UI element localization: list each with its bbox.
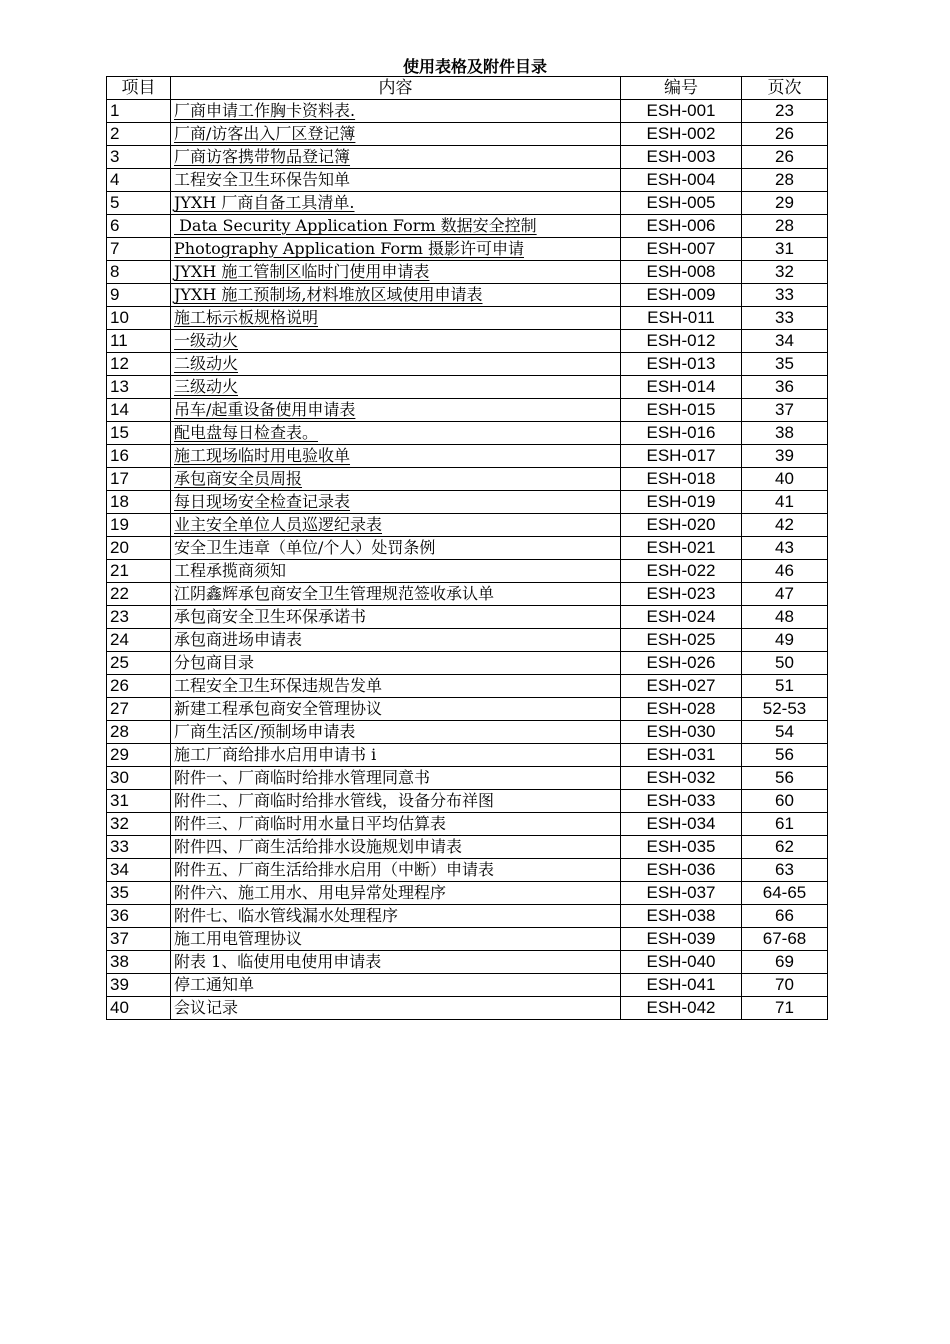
content-cell — [171, 698, 621, 721]
form-code: ESH-007 — [621, 238, 742, 261]
row-number: 10 — [107, 307, 171, 330]
content-cell — [171, 215, 621, 238]
form-title: 新建工程承包商安全管理协议 — [174, 699, 383, 718]
form-link[interactable]: 每日现场安全检查记录表 — [174, 492, 351, 511]
page-number: 43 — [742, 537, 828, 560]
form-title: 附件六、施工用水、用电异常处理程序 — [174, 883, 447, 902]
header-page: 页次 — [742, 77, 828, 100]
header-content: 内容 — [171, 77, 621, 100]
row-number: 37 — [107, 928, 171, 951]
content-cell — [171, 836, 621, 859]
content-cell — [171, 399, 621, 422]
header-row — [107, 77, 828, 100]
page-number: 66 — [742, 905, 828, 928]
content-cell — [171, 652, 621, 675]
page-number: 49 — [742, 629, 828, 652]
row-number: 1 — [107, 100, 171, 123]
form-link[interactable]: 厂商访客携带物品登记簿 — [174, 147, 351, 166]
content-cell — [171, 583, 621, 606]
page-number: 70 — [742, 974, 828, 997]
form-code: ESH-006 — [621, 215, 742, 238]
row-number: 26 — [107, 675, 171, 698]
form-title: 江阴鑫辉承包商安全卫生管理规范签收承认单 — [174, 584, 495, 603]
form-code: ESH-042 — [621, 997, 742, 1020]
form-title: 附件一、厂商临时给排水管理同意书 — [174, 768, 431, 787]
content-cell — [171, 376, 621, 399]
row-number: 11 — [107, 330, 171, 353]
form-code: ESH-023 — [621, 583, 742, 606]
content-cell — [171, 468, 621, 491]
form-title: 安全卫生违章（单位/个人）处罚条例 — [174, 538, 436, 557]
form-code: ESH-016 — [621, 422, 742, 445]
table-row — [107, 813, 828, 836]
table-row — [107, 215, 828, 238]
page-number: 64-65 — [742, 882, 828, 905]
page-title: 使用表格及附件目录 — [402, 57, 547, 76]
row-number: 35 — [107, 882, 171, 905]
form-code: ESH-003 — [621, 146, 742, 169]
table-row — [107, 123, 828, 146]
row-number: 9 — [107, 284, 171, 307]
table-row — [107, 445, 828, 468]
form-link[interactable]: JYXH 施工预制场,材料堆放区域使用申请表 — [174, 285, 483, 304]
table-row — [107, 859, 828, 882]
row-number: 25 — [107, 652, 171, 675]
table-row — [107, 537, 828, 560]
table-row — [107, 560, 828, 583]
form-code: ESH-033 — [621, 790, 742, 813]
row-number: 19 — [107, 514, 171, 537]
row-number: 39 — [107, 974, 171, 997]
row-number: 14 — [107, 399, 171, 422]
content-cell — [171, 169, 621, 192]
content-cell — [171, 192, 621, 215]
row-number: 36 — [107, 905, 171, 928]
row-number: 40 — [107, 997, 171, 1020]
content-cell — [171, 606, 621, 629]
page-number: 33 — [742, 307, 828, 330]
form-title: 工程安全卫生环保告知单 — [174, 170, 351, 189]
page-number: 61 — [742, 813, 828, 836]
row-number: 4 — [107, 169, 171, 192]
form-title: 施工用电管理协议 — [174, 929, 303, 948]
row-number: 3 — [107, 146, 171, 169]
content-cell — [171, 422, 621, 445]
row-number: 33 — [107, 836, 171, 859]
content-cell — [171, 767, 621, 790]
form-link[interactable]: 业主安全单位人员巡逻纪录表 — [174, 515, 383, 534]
form-code: ESH-027 — [621, 675, 742, 698]
row-number: 5 — [107, 192, 171, 215]
form-title: 会议记录 — [174, 998, 239, 1017]
page-number: 23 — [742, 100, 828, 123]
table-row — [107, 146, 828, 169]
page-number: 32 — [742, 261, 828, 284]
form-code: ESH-012 — [621, 330, 742, 353]
table-row — [107, 951, 828, 974]
row-number: 22 — [107, 583, 171, 606]
page-number: 37 — [742, 399, 828, 422]
toc-table — [106, 76, 828, 1020]
form-code: ESH-021 — [621, 537, 742, 560]
page-number: 63 — [742, 859, 828, 882]
table-row — [107, 583, 828, 606]
form-code: ESH-032 — [621, 767, 742, 790]
form-title: 附件三、厂商临时用水量日平均估算表 — [174, 814, 447, 833]
row-number: 34 — [107, 859, 171, 882]
form-code: ESH-013 — [621, 353, 742, 376]
form-code: ESH-028 — [621, 698, 742, 721]
table-row — [107, 514, 828, 537]
row-number: 13 — [107, 376, 171, 399]
page-number: 42 — [742, 514, 828, 537]
table-row — [107, 698, 828, 721]
form-code: ESH-030 — [621, 721, 742, 744]
row-number: 8 — [107, 261, 171, 284]
content-cell — [171, 997, 621, 1020]
page-number: 48 — [742, 606, 828, 629]
form-code: ESH-008 — [621, 261, 742, 284]
row-number: 23 — [107, 606, 171, 629]
table-row — [107, 882, 828, 905]
form-link[interactable]: 配电盘每日检查表。 — [174, 423, 319, 442]
page-number: 26 — [742, 146, 828, 169]
table-row — [107, 675, 828, 698]
form-title: 厂商生活区/预制场申请表 — [174, 722, 356, 741]
table-row — [107, 905, 828, 928]
row-number: 38 — [107, 951, 171, 974]
form-title: 施工厂商给排水启用申请书 i — [174, 745, 377, 764]
row-number: 12 — [107, 353, 171, 376]
toc-body — [107, 100, 828, 1020]
header-item: 项目 — [107, 77, 171, 100]
form-title: 工程安全卫生环保违规告发单 — [174, 676, 383, 695]
page-number: 28 — [742, 169, 828, 192]
form-code: ESH-034 — [621, 813, 742, 836]
page-number: 60 — [742, 790, 828, 813]
table-row — [107, 721, 828, 744]
row-number: 2 — [107, 123, 171, 146]
row-number: 24 — [107, 629, 171, 652]
table-row — [107, 468, 828, 491]
table-row — [107, 307, 828, 330]
content-cell — [171, 330, 621, 353]
form-code: ESH-037 — [621, 882, 742, 905]
row-number: 18 — [107, 491, 171, 514]
content-cell — [171, 974, 621, 997]
table-row — [107, 284, 828, 307]
form-link[interactable]: JYXH 施工管制区临时门使用申请表 — [174, 262, 430, 281]
form-link[interactable]: Photography Application Form 摄影许可申请 — [174, 239, 524, 258]
form-link[interactable]: 承包商安全员周报 — [174, 469, 303, 488]
content-cell — [171, 537, 621, 560]
content-cell — [171, 744, 621, 767]
content-cell — [171, 238, 621, 261]
form-link[interactable]: 施工现场临时用电验收单 — [174, 446, 351, 465]
table-row — [107, 100, 828, 123]
header-code: 编号 — [621, 77, 742, 100]
form-title: 附表 1、临使用电使用申请表 — [174, 952, 382, 971]
form-code: ESH-039 — [621, 928, 742, 951]
table-row — [107, 353, 828, 376]
content-cell — [171, 560, 621, 583]
page-number: 46 — [742, 560, 828, 583]
form-code: ESH-036 — [621, 859, 742, 882]
content-cell — [171, 629, 621, 652]
form-code: ESH-026 — [621, 652, 742, 675]
table-row — [107, 629, 828, 652]
form-code: ESH-015 — [621, 399, 742, 422]
form-code: ESH-038 — [621, 905, 742, 928]
content-cell — [171, 859, 621, 882]
table-row — [107, 491, 828, 514]
content-cell — [171, 445, 621, 468]
form-code: ESH-040 — [621, 951, 742, 974]
content-cell — [171, 675, 621, 698]
page-number: 26 — [742, 123, 828, 146]
row-number: 17 — [107, 468, 171, 491]
page-number: 56 — [742, 767, 828, 790]
form-code: ESH-041 — [621, 974, 742, 997]
page-number: 34 — [742, 330, 828, 353]
form-title: 附件七、临水管线漏水处理程序 — [174, 906, 399, 925]
table-row — [107, 422, 828, 445]
content-cell — [171, 491, 621, 514]
row-number: 29 — [107, 744, 171, 767]
row-number: 20 — [107, 537, 171, 560]
form-code: ESH-031 — [621, 744, 742, 767]
form-link[interactable]: 一级动火 — [174, 331, 239, 350]
table-row — [107, 330, 828, 353]
page-number: 51 — [742, 675, 828, 698]
page-number: 69 — [742, 951, 828, 974]
form-link[interactable]: 二级动火 — [174, 354, 239, 373]
form-code: ESH-004 — [621, 169, 742, 192]
form-code: ESH-011 — [621, 307, 742, 330]
table-row — [107, 790, 828, 813]
content-cell — [171, 100, 621, 123]
content-cell — [171, 813, 621, 836]
table-row — [107, 767, 828, 790]
page-number: 29 — [742, 192, 828, 215]
table-row — [107, 997, 828, 1020]
page-number: 62 — [742, 836, 828, 859]
content-cell — [171, 882, 621, 905]
row-number: 27 — [107, 698, 171, 721]
row-number: 6 — [107, 215, 171, 238]
form-code: ESH-005 — [621, 192, 742, 215]
form-title: 分包商目录 — [174, 653, 255, 672]
content-cell — [171, 514, 621, 537]
form-link[interactable]: 施工标示板规格说明 — [174, 308, 319, 327]
row-number: 31 — [107, 790, 171, 813]
page-number: 71 — [742, 997, 828, 1020]
content-cell — [171, 353, 621, 376]
page-number: 31 — [742, 238, 828, 261]
content-cell — [171, 928, 621, 951]
form-title: 附件四、厂商生活给排水设施规划申请表 — [174, 837, 463, 856]
page-number: 67-68 — [742, 928, 828, 951]
content-cell — [171, 261, 621, 284]
page-number: 41 — [742, 491, 828, 514]
row-number: 30 — [107, 767, 171, 790]
form-title: 停工通知单 — [174, 975, 255, 994]
form-code: ESH-019 — [621, 491, 742, 514]
table-row — [107, 192, 828, 215]
page-number: 54 — [742, 721, 828, 744]
page-number: 33 — [742, 284, 828, 307]
page-number: 39 — [742, 445, 828, 468]
table-row — [107, 238, 828, 261]
form-link[interactable]: 厂商申请工作胸卡资料表. — [174, 101, 356, 120]
form-code: ESH-025 — [621, 629, 742, 652]
content-cell — [171, 790, 621, 813]
content-cell — [171, 307, 621, 330]
form-code: ESH-035 — [621, 836, 742, 859]
row-number: 21 — [107, 560, 171, 583]
table-row — [107, 744, 828, 767]
form-link[interactable]: JYXH 厂商自备工具清单. — [174, 193, 355, 212]
form-code: ESH-002 — [621, 123, 742, 146]
table-row — [107, 606, 828, 629]
page-number: 52-53 — [742, 698, 828, 721]
table-row — [107, 928, 828, 951]
page-number: 56 — [742, 744, 828, 767]
form-title: 附件五、厂商生活给排水启用（中断）申请表 — [174, 860, 495, 879]
table-row — [107, 974, 828, 997]
table-row — [107, 169, 828, 192]
table-row — [107, 652, 828, 675]
row-number: 28 — [107, 721, 171, 744]
row-number: 15 — [107, 422, 171, 445]
form-code: ESH-001 — [621, 100, 742, 123]
page-number: 28 — [742, 215, 828, 238]
table-row — [107, 399, 828, 422]
form-link[interactable]: 吊车/起重设备使用申请表 — [174, 400, 356, 419]
table-row — [107, 376, 828, 399]
page-number: 40 — [742, 468, 828, 491]
content-cell — [171, 146, 621, 169]
page-number: 47 — [742, 583, 828, 606]
row-number: 7 — [107, 238, 171, 261]
content-cell — [171, 284, 621, 307]
form-title: 承包商安全卫生环保承诺书 — [174, 607, 367, 626]
form-title: 工程承揽商须知 — [174, 561, 287, 580]
form-title: 附件二、厂商临时给排水管线，设备分布祥图 — [174, 791, 495, 810]
table-row — [107, 261, 828, 284]
page-number: 38 — [742, 422, 828, 445]
table-row — [107, 836, 828, 859]
form-code: ESH-022 — [621, 560, 742, 583]
form-link[interactable]: 三级动火 — [174, 377, 239, 396]
page-number: 50 — [742, 652, 828, 675]
page-number: 36 — [742, 376, 828, 399]
content-cell — [171, 123, 621, 146]
row-number: 16 — [107, 445, 171, 468]
content-cell — [171, 721, 621, 744]
row-number: 32 — [107, 813, 171, 836]
form-code: ESH-024 — [621, 606, 742, 629]
form-code: ESH-017 — [621, 445, 742, 468]
page-number: 35 — [742, 353, 828, 376]
form-code: ESH-018 — [621, 468, 742, 491]
form-title: 承包商进场申请表 — [174, 630, 303, 649]
form-link[interactable]: 厂商/访客出入厂区登记簿 — [174, 124, 356, 143]
form-code: ESH-009 — [621, 284, 742, 307]
content-cell — [171, 905, 621, 928]
form-code: ESH-014 — [621, 376, 742, 399]
form-code: ESH-020 — [621, 514, 742, 537]
form-link[interactable]: Data Security Application Form 数据安全控制 — [174, 216, 537, 235]
content-cell — [171, 951, 621, 974]
